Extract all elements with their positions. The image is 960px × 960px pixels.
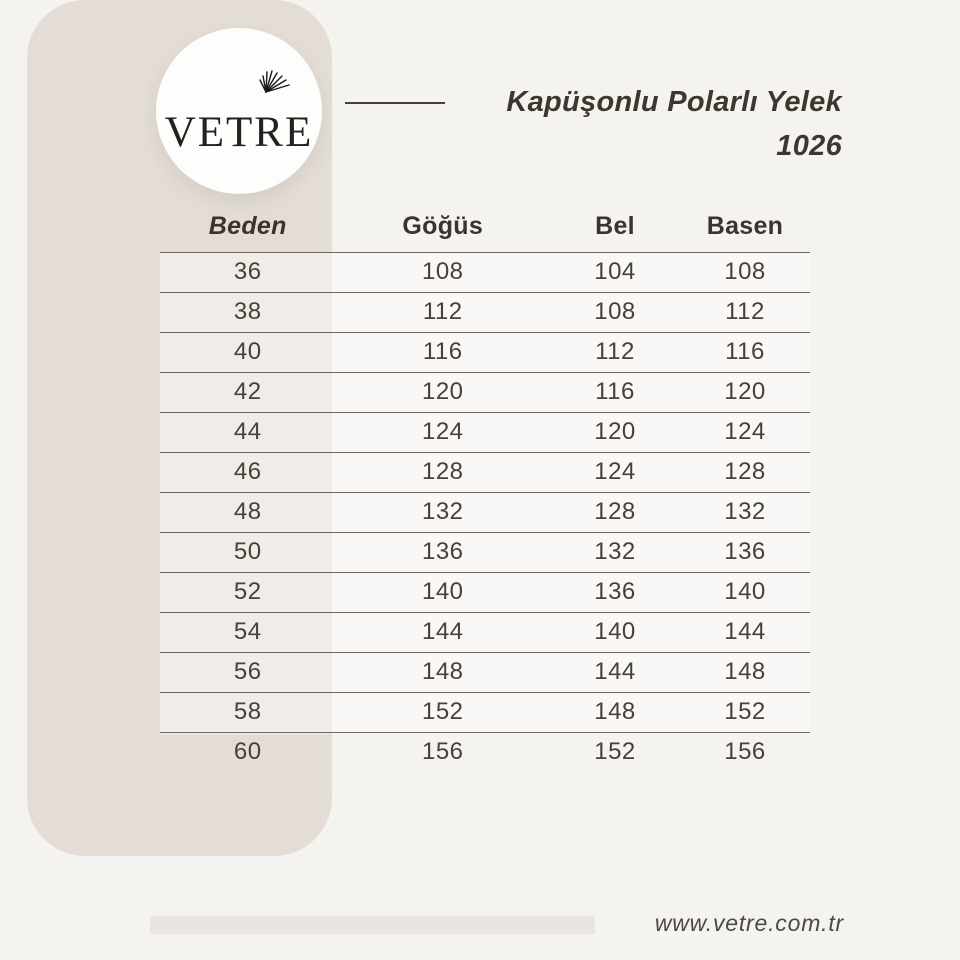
table-cell: 124 [594,458,636,485]
table-cell: 54 [233,618,262,645]
table-row [160,492,810,532]
website-url: www.vetre.com.tr [654,910,844,936]
table-cell: 58 [233,698,262,725]
divider-line [345,102,445,104]
column-header-basen: Basen [706,212,784,241]
table-cell: 46 [233,458,262,485]
table-row [160,252,810,292]
table-cell: 148 [594,698,636,725]
table-cell: 128 [724,458,766,485]
table-cell: 140 [724,578,766,605]
table-cell: 112 [422,298,463,325]
table-cell: 156 [421,738,464,766]
brand-logo [156,28,322,194]
table-cell: 144 [421,618,464,645]
table-cell: 48 [233,498,262,525]
product-title: Kapüşonlu Polarlı Yelek [506,86,842,118]
product-title-block [506,80,842,168]
size-table [160,202,810,772]
table-cell: 56 [233,658,262,685]
table-cell: 50 [233,538,262,565]
brand-logo-text: VETRE [164,109,314,156]
table-cell: 52 [233,578,262,605]
table-cell: 136 [724,538,766,565]
table-cell: 144 [724,618,766,645]
table-cell: 60 [233,738,262,766]
table-cell: 156 [724,738,766,766]
column-header-bel: Bel [595,212,635,241]
table-cell: 44 [233,418,262,445]
table-row [160,692,810,732]
table-cell: 112 [725,298,765,325]
table-row [160,532,810,572]
table-cell: 108 [421,258,464,285]
table-cell: 128 [594,498,636,525]
table-cell: 128 [421,458,464,485]
table-body [160,252,810,772]
table-cell: 36 [233,258,262,285]
table-cell: 152 [724,698,766,725]
table-cell: 132 [724,498,766,525]
table-cell: 144 [594,658,636,685]
table-cell: 108 [594,298,636,325]
table-cell: 120 [724,378,766,405]
table-cell: 152 [421,698,464,725]
table-cell: 120 [421,378,464,405]
table-cell: 136 [421,538,464,565]
table-row [160,452,810,492]
table-cell: 42 [233,378,262,405]
table-row [160,612,810,652]
table-cell: 124 [421,418,464,445]
column-header-gs: Göğüs [402,212,484,241]
table-cell: 116 [422,338,463,365]
table-cell: 148 [421,658,464,685]
footer-bar [150,916,595,934]
table-cell: 116 [595,378,635,405]
table-cell: 40 [233,338,262,365]
table-cell: 140 [421,578,464,605]
table-cell: 112 [595,338,635,365]
table-cell: 132 [421,498,464,525]
table-row [160,572,810,612]
table-header-row [160,202,810,252]
table-cell: 148 [724,658,766,685]
table-cell: 136 [594,578,636,605]
product-code: 1026 [776,130,842,162]
table-cell: 104 [594,258,636,285]
column-header-beden: Beden [208,212,287,241]
table-cell: 152 [594,738,636,766]
table-cell: 38 [233,298,262,325]
table-cell: 124 [724,418,766,445]
leaf-burst-icon [256,66,294,94]
table-cell: 140 [594,618,636,645]
table-cell: 132 [594,538,636,565]
table-row [160,652,810,692]
table-row [160,732,810,772]
table-cell: 108 [724,258,766,285]
table-cell: 120 [594,418,636,445]
table-row [160,292,810,332]
table-cell: 116 [725,338,765,365]
table-row [160,372,810,412]
table-row [160,332,810,372]
table-row [160,412,810,452]
